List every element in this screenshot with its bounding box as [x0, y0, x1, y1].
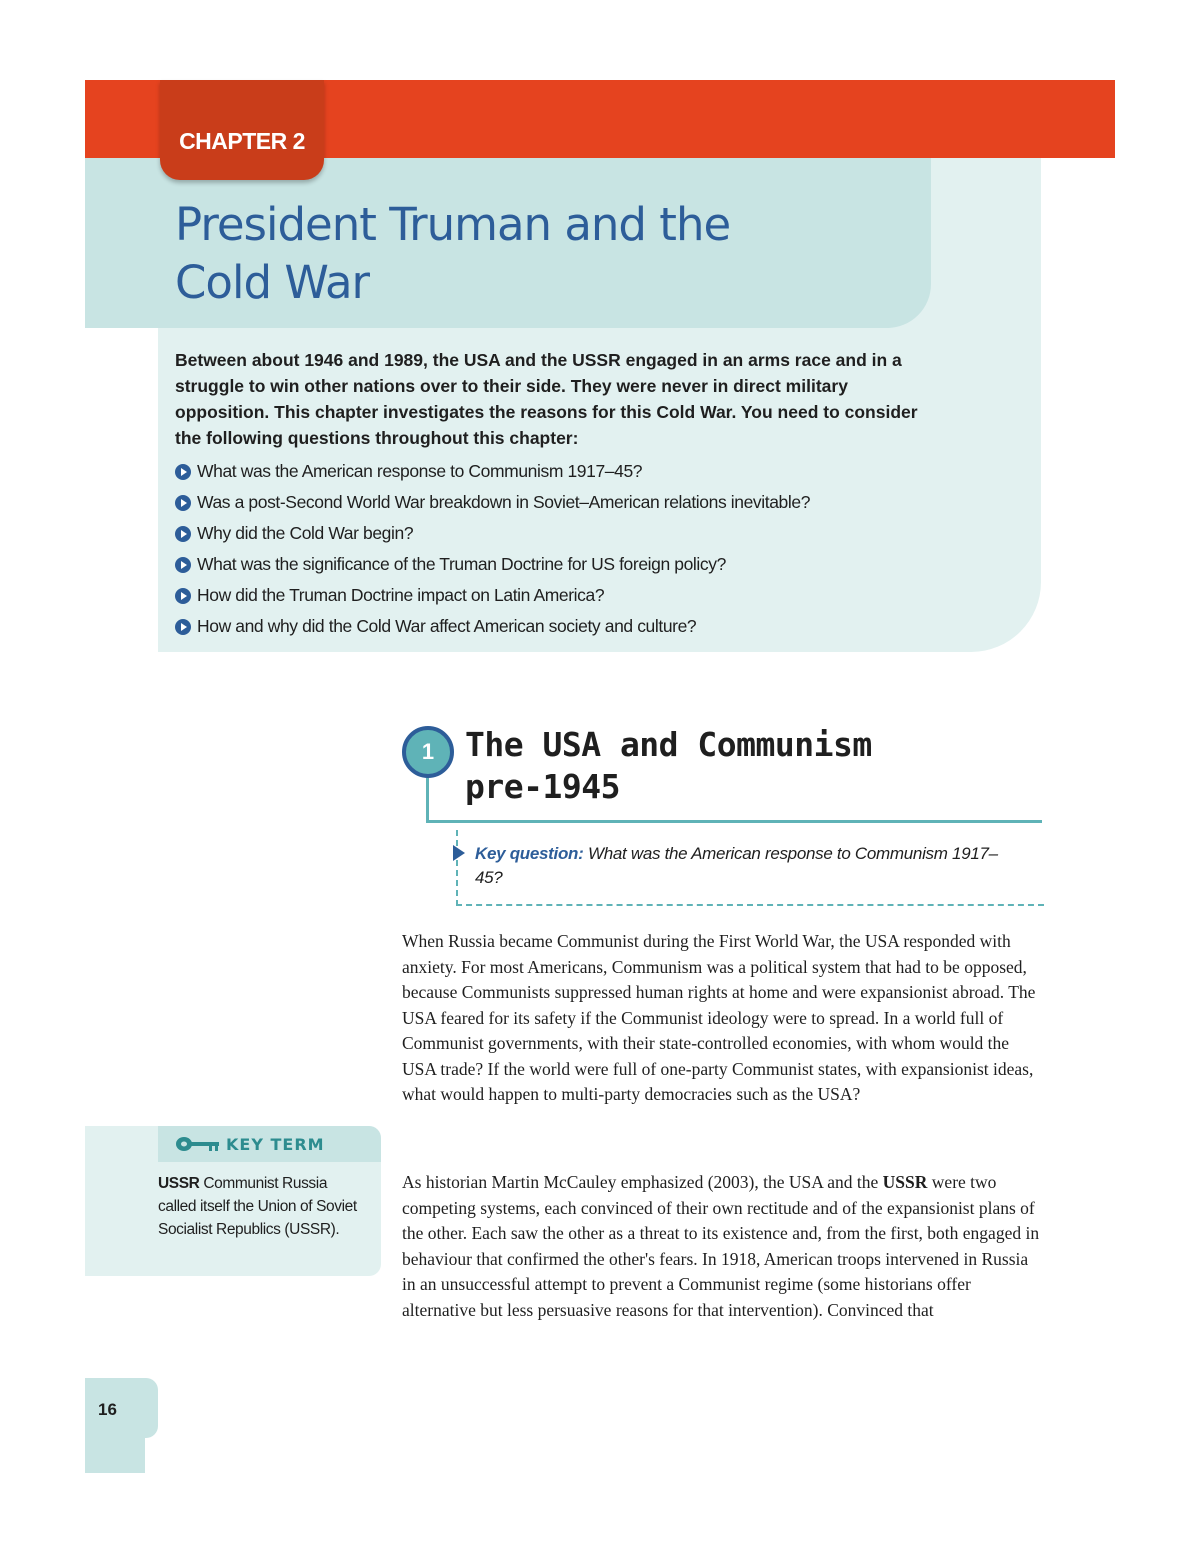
question-text: What was the American response to Communism 1917–45?	[197, 461, 643, 481]
question-text: Why did the Cold War begin?	[197, 523, 414, 543]
key-term-definition	[158, 1172, 368, 1241]
title-line-1: President Truman and the	[175, 198, 731, 251]
key-question	[475, 842, 1015, 890]
chapter-label: CHAPTER 2	[179, 128, 305, 154]
list-item	[175, 487, 1015, 518]
arrow-bullet-icon	[175, 557, 191, 573]
arrow-bullet-icon	[175, 464, 191, 480]
page-title	[175, 196, 895, 312]
section-rule-vertical	[426, 776, 429, 822]
key-question-text: What was the American response to Communism 1917–45?	[475, 844, 998, 887]
arrow-bullet-icon	[175, 588, 191, 604]
arrow-bullet-icon	[175, 526, 191, 542]
list-item	[175, 518, 1015, 549]
question-text: How and why did the Cold War affect American society and culture?	[197, 616, 697, 636]
key-term-highlight: USSR	[882, 1172, 928, 1192]
section-title-line-2: pre-1945	[465, 767, 620, 806]
list-item	[175, 611, 1015, 642]
key-term-text: Communist Russia called itself the Union of Soviet Socialist Republics (USSR).	[158, 1175, 357, 1238]
key-question-label: Key question:	[475, 844, 584, 863]
arrow-bullet-icon	[175, 619, 191, 635]
body-paragraph-1: When Russia became Communist during the First World War, the USA responded with anxiety. For most Americans, Communism was a political system that had to be opposed, because Communists suppressed human rights at home and were expansionist abroad. The USA feared for its safety if the Communist ideology were to spread. In a world full of Communist governments, with their state-controlled economies, with whom would the USA trade? If the world were full of one-party Communist states, with expansionist ideas, what would happen to multi-party democracies such as the USA?	[402, 931, 1036, 1104]
paragraph-text: were two competing systems, each convinced of their own rectitude and of the expansionist plans of the other. Each saw the other as a threat to its existence and, from the first, both engaged in behaviour that confirmed the other's fears. In 1918, American troops intervened in Russia in an unsuccessful attempt to prevent a Communist regime (some historians offer alternative but less persuasive reasons for that intervention). Convinced that	[402, 1172, 1040, 1320]
question-text: What was the significance of the Truman Doctrine for US foreign policy?	[197, 554, 726, 574]
section-title	[465, 724, 1025, 808]
key-term-word: USSR	[158, 1175, 200, 1192]
list-item	[175, 580, 1015, 611]
question-list	[175, 456, 1015, 642]
list-item	[175, 549, 1015, 580]
key-term-heading: KEY TERM	[226, 1135, 325, 1154]
list-item	[175, 456, 1015, 487]
body-paragraph-2	[402, 1170, 1042, 1323]
page-tab-tail	[85, 1438, 145, 1473]
paragraph-text: As historian Martin McCauley emphasized (2003), the USA and the	[402, 1172, 883, 1192]
page-number-tab	[85, 1378, 158, 1438]
section-rule	[426, 820, 1042, 823]
section-title-line-1: The USA and Communism	[465, 725, 872, 764]
arrow-bullet-icon	[175, 495, 191, 511]
section-number-badge: 1	[402, 726, 454, 778]
page-number: 16	[98, 1400, 117, 1419]
play-arrow-icon	[453, 845, 465, 861]
question-text: How did the Truman Doctrine impact on Latin America?	[197, 585, 605, 605]
title-line-2: Cold War	[175, 256, 370, 309]
chapter-intro: Between about 1946 and 1989, the USA and the USSR engaged in an arms race and in a struggle to win other nations over to their side. They were never in direct military opposition. This chapter investigates the reasons for this Cold War. You need to consider the following questions throughout this chapter:	[175, 350, 918, 448]
key-icon	[175, 1134, 221, 1154]
question-text: Was a post-Second World War breakdown in Soviet–American relations inevitable?	[197, 492, 811, 512]
